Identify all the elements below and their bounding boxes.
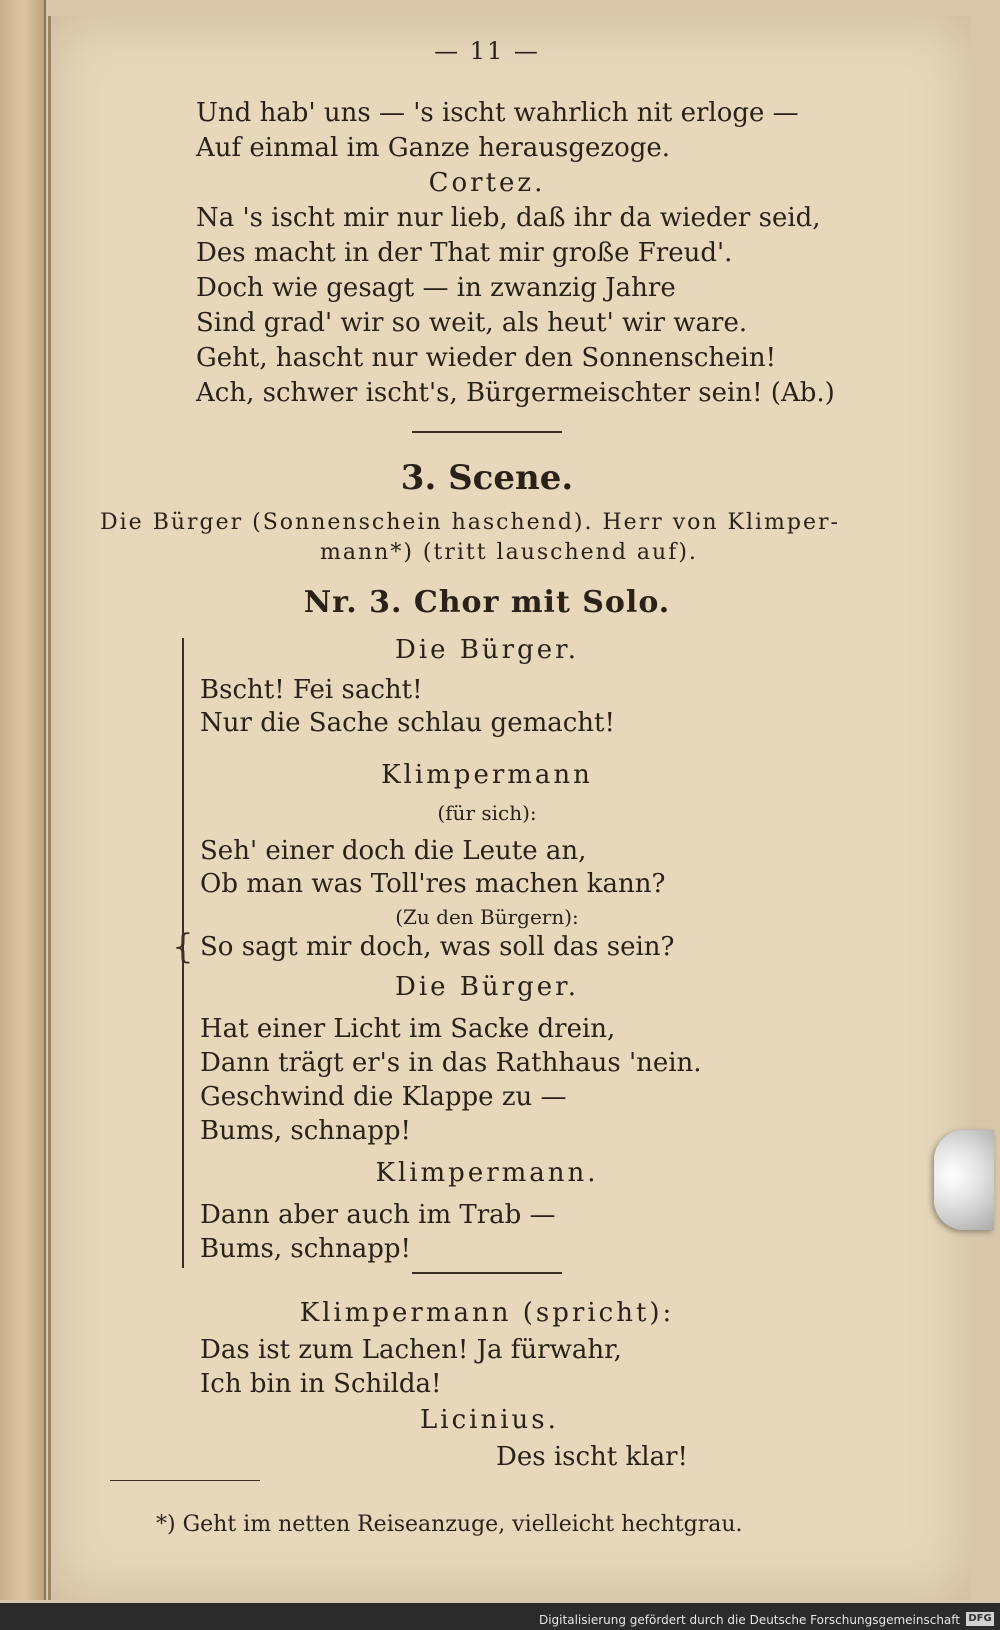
verse-line: Ob man was Toll'res machen kann?: [200, 869, 666, 899]
verse-line: Sind grad' wir so weit, als heut' wir ware.: [196, 308, 748, 338]
section-rule: [412, 431, 562, 433]
footnote: *) Geht im netten Reiseanzuge, vielleicht hechtgrau.: [156, 1512, 743, 1537]
speaker-name: Klimpermann: [381, 760, 593, 790]
verse-line: Geschwind die Klappe zu —: [200, 1082, 567, 1112]
chorus-brace: {: [172, 927, 194, 967]
verse-line: Ach, schwer ischt's, Bürgermeischter sein! (Ab.): [196, 378, 835, 408]
verse-line: Hat einer Licht im Sacke drein,: [200, 1014, 616, 1044]
verse-line: Bums, schnapp!: [200, 1116, 412, 1146]
verse-line: Auf einmal im Ganze herausgezoge.: [196, 133, 671, 163]
stage-direction: Die Bürger (Sonnenschein haschend). Herr von Klimper-: [100, 510, 840, 535]
stage-direction: mann*) (tritt lauschend auf).: [320, 540, 698, 565]
verse-line: Na 's ischt mir nur lieb, daß ihr da wieder seid,: [196, 203, 821, 233]
digitization-credit: Digitalisierung gefördert durch die Deutsche Forschungsgemeinschaft: [538, 1613, 960, 1627]
verse-line: Seh' einer doch die Leute an,: [200, 836, 587, 866]
section-rule: [412, 1272, 562, 1274]
verse-line: Ich bin in Schilda!: [200, 1369, 442, 1399]
verse-line: Bums, schnapp!: [200, 1234, 412, 1264]
previous-page-edge: [0, 0, 46, 1600]
verse-line: Des macht in der That mir große Freud'.: [196, 238, 733, 268]
verse-line: Bscht! Fei sacht!: [200, 675, 423, 705]
stage-note: (für sich):: [437, 801, 537, 825]
page-number: — 11 —: [434, 37, 540, 65]
page-tab-handle[interactable]: [934, 1130, 994, 1230]
verse-line: Doch wie gesagt — in zwanzig Jahre: [196, 273, 676, 303]
verse-line: Geht, hascht nur wieder den Sonnenschein!: [196, 343, 777, 373]
verse-line: Und hab' uns — 's ischt wahrlich nit erloge —: [196, 98, 799, 128]
speaker-name: Klimpermann (spricht):: [299, 1298, 675, 1328]
stage-note: (Zu den Bürgern):: [395, 905, 579, 929]
footnote-rule: [110, 1480, 260, 1481]
speaker-name: Klimpermann.: [375, 1158, 599, 1188]
verse-line: Des ischt klar!: [496, 1442, 688, 1472]
speaker-name: Die Bürger.: [395, 635, 579, 665]
speaker-name: Die Bürger.: [395, 972, 579, 1002]
scene-title: 3. Scene.: [400, 458, 574, 498]
number-title: Nr. 3. Chor mit Solo.: [303, 585, 671, 620]
verse-line: Das ist zum Lachen! Ja fürwahr,: [200, 1335, 622, 1365]
verse-line: Dann aber auch im Trab —: [200, 1200, 556, 1230]
verse-line: Nur die Sache schlau gemacht!: [200, 708, 615, 738]
verse-line: Dann trägt er's in das Rathhaus 'nein.: [200, 1048, 702, 1078]
speaker-name: Licinius.: [420, 1405, 559, 1435]
speaker-name: Cortez.: [428, 168, 546, 198]
dfg-logo: DFG: [966, 1612, 994, 1626]
verse-line: So sagt mir doch, was soll das sein?: [200, 932, 675, 962]
